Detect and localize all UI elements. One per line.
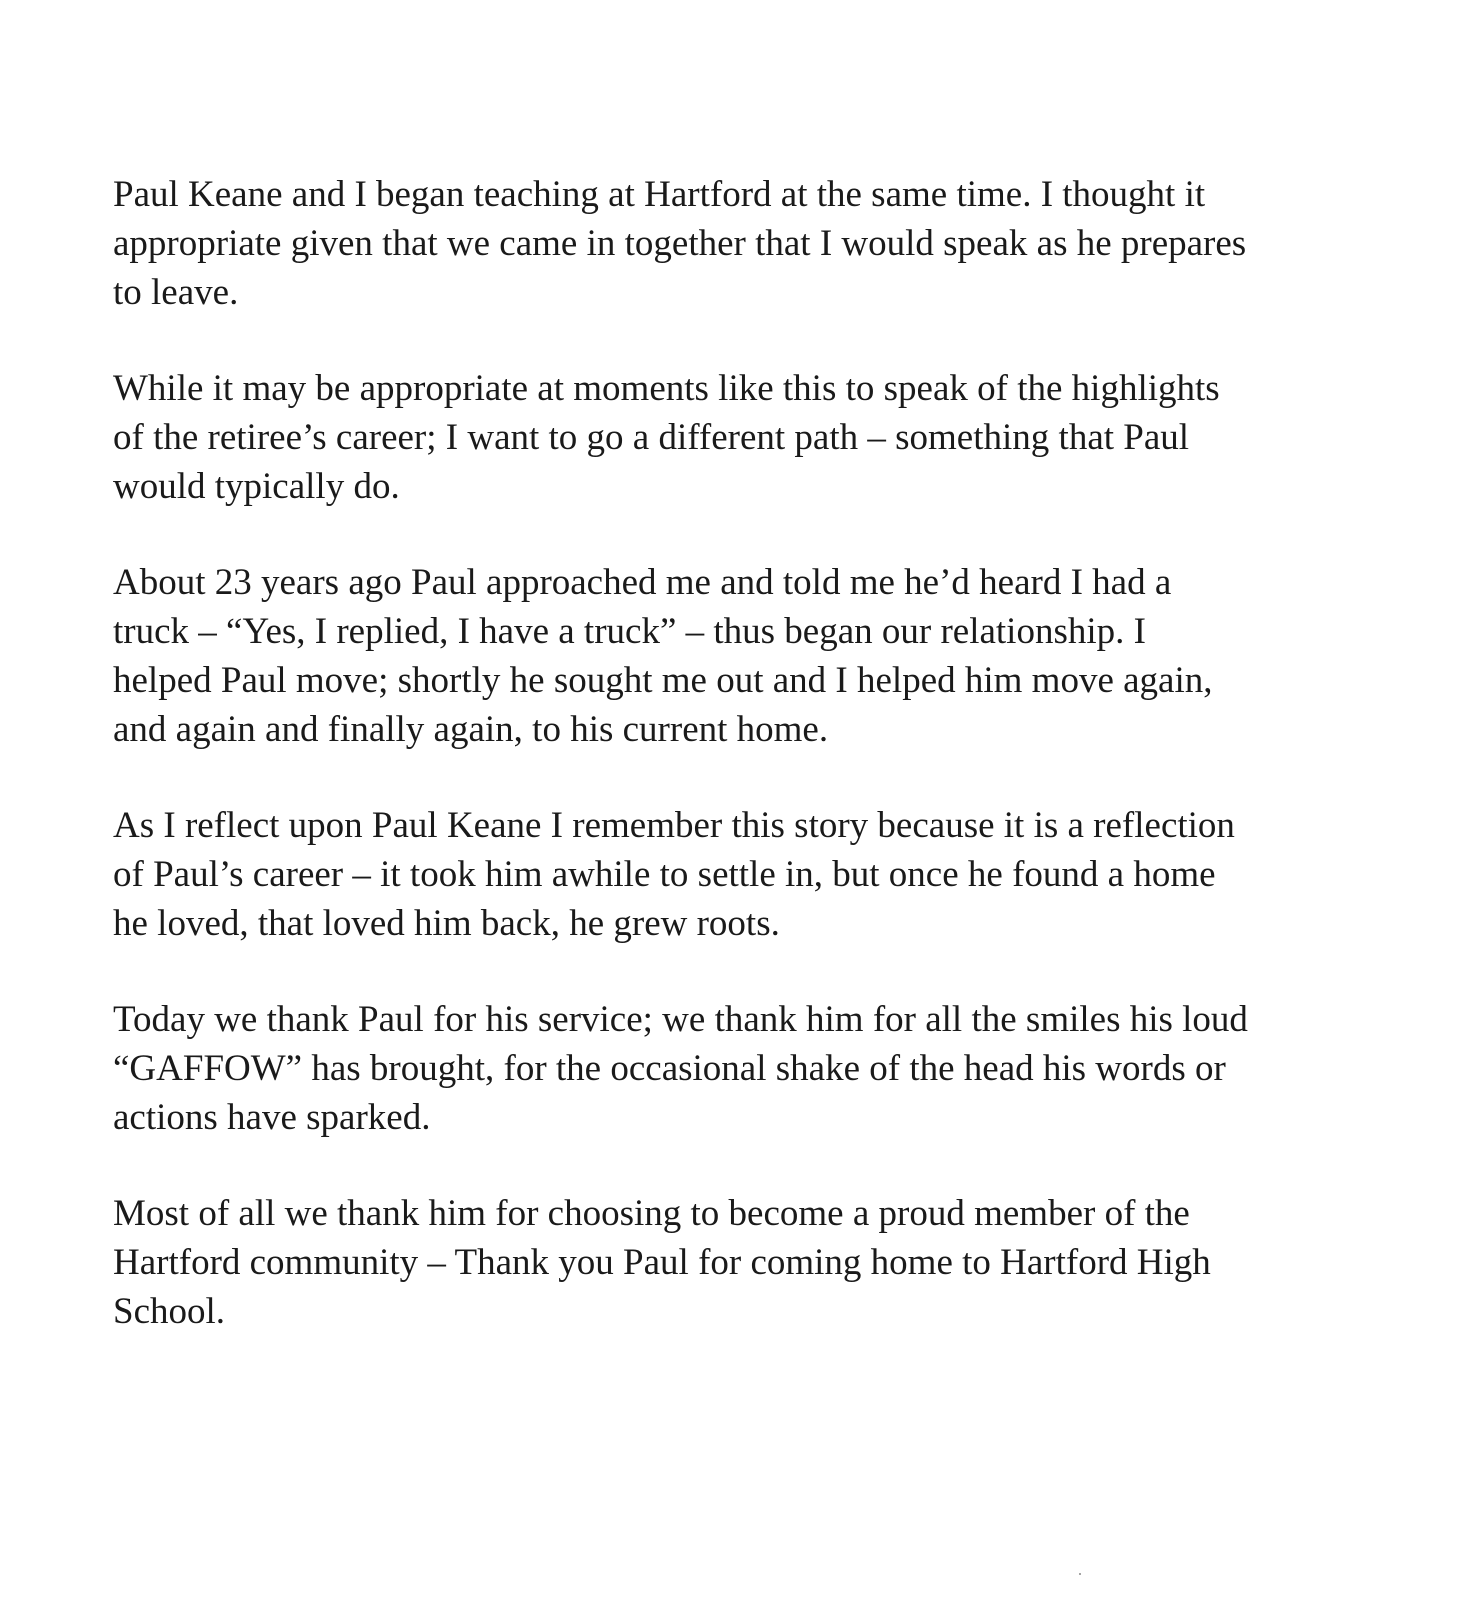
text-line: As I reflect upon Paul Keane I remember this story because it is a reflection [113,805,1235,846]
letter-body [113,170,1433,1383]
text-line: actions have sparked. [113,1097,431,1138]
text-line: While it may be appropriate at moments like this to speak of the highlights [113,368,1220,409]
text-line: would typically do. [113,466,400,507]
paragraph-2 [113,364,1433,511]
text-line: truck – “Yes, I replied, I have a truck” – thus began our relationship. I [113,611,1146,652]
paragraph-4 [113,801,1433,948]
text-line: of Paul’s career – it took him awhile to settle in, but once he found a home [113,854,1216,895]
text-line: School. [113,1291,226,1332]
text-line: Paul Keane and I began teaching at Hartford at the same time. I thought it [113,174,1206,215]
text-line: helped Paul move; shortly he sought me out and I helped him move again, [113,660,1213,701]
text-line: and again and finally again, to his current home. [113,709,829,750]
text-line: appropriate given that we came in together that I would speak as he prepares [113,223,1247,264]
paragraph-3 [113,558,1433,754]
text-line: Most of all we thank him for choosing to become a proud member of the [113,1193,1190,1234]
text-line: to leave. [113,272,239,313]
scan-speck [1079,1573,1081,1575]
paragraph-5 [113,995,1433,1142]
text-line: About 23 years ago Paul approached me and told me he’d heard I had a [113,562,1172,603]
text-line: he loved, that loved him back, he grew roots. [113,903,780,944]
text-line: “GAFFOW” has brought, for the occasional shake of the head his words or [113,1048,1226,1089]
text-line: Hartford community – Thank you Paul for coming home to Hartford High [113,1242,1211,1283]
paragraph-1 [113,170,1433,317]
text-line: of the retiree’s career; I want to go a different path – something that Paul [113,417,1190,458]
text-line: Today we thank Paul for his service; we thank him for all the smiles his loud [113,999,1248,1040]
paragraph-6 [113,1189,1433,1336]
